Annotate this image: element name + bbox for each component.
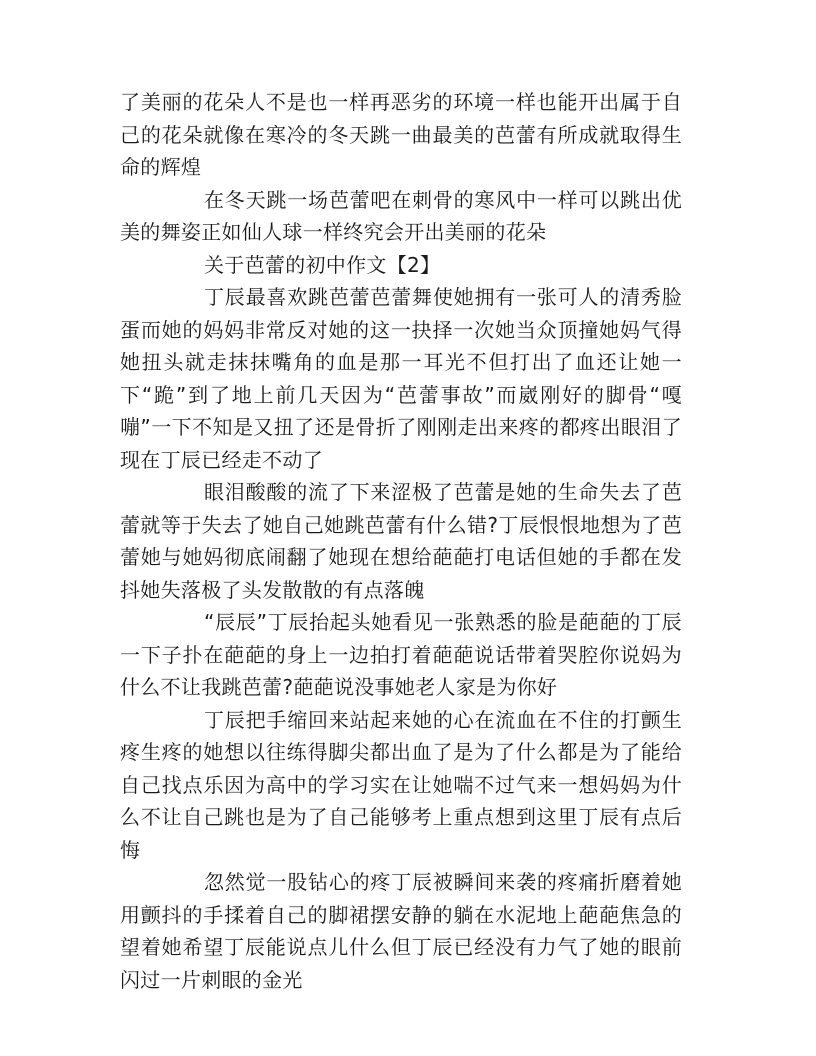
paragraph-5: “辰辰”丁辰抬起头她看见一张熟悉的脸是葩葩的丁辰一下子扑在葩葩的身上一边拍打着葩葩说话带着哭腔你说妈为什么不让我跳芭蕾?葩葩说没事她老人家是为你好	[120, 610, 682, 699]
section-heading: 关于芭蕾的初中作文【2】	[204, 252, 441, 277]
paragraph-2: 在冬天跳一场芭蕾吧在刺骨的寒风中一样可以跳出优美的舞姿正如仙人球一样终究会开出美丽的花朵	[120, 187, 682, 244]
paragraph-4: 眼泪酸酸的流了下来涩极了芭蕾是她的生命失去了芭蕾就等于失去了她自己她跳芭蕾有什么错?丁辰恨恨地想为了芭蕾她与她妈彻底闹翻了她现在想给葩葩打电话但她的手都在发抖她失落极了头发散散的有点落魄	[120, 480, 682, 602]
paragraph-1: 了美丽的花朵人不是也一样再恶劣的环境一样也能开出属于自己的花朵就像在寒冷的冬天跳一曲最美的芭蕾有所成就取得生命的辉煌	[120, 90, 682, 179]
paragraph-3: 丁辰最喜欢跳芭蕾芭蕾舞使她拥有一张可人的清秀脸蛋而她的妈妈非常反对她的这一抉择一次她当众顶撞她妈气得她扭头就走抹抹嘴角的血是那一耳光不但打出了血还让她一下“跪”到了地上前几天因为“芭蕾事故”而崴刚好的脚骨“嘎嘣”一下不知是又扭了还是骨折了刚刚走出来疼的都疼出眼泪了现在丁辰已经走不动了	[120, 285, 682, 472]
paragraph-6: 丁辰把手缩回来站起来她的心在流血在不住的打颤生疼生疼的她想以往练得脚尖都出血了是为了什么都是为了能给自己找点乐因为高中的学习实在让她喘不过气来一想妈妈为什么不让自己跳也是为了自己能够考上重点想到这里丁辰有点后悔	[120, 707, 682, 862]
paragraph-7: 忽然觉一股钻心的疼丁辰被瞬间来袭的疼痛折磨着她用颤抖的手揉着自己的脚裙摆安静的躺在水泥地上葩葩焦急的望着她希望丁辰能说点儿什么但丁辰已经没有力气了她的眼前闪过一片刺眼的金光	[120, 870, 682, 992]
body-text	[120, 86, 682, 996]
